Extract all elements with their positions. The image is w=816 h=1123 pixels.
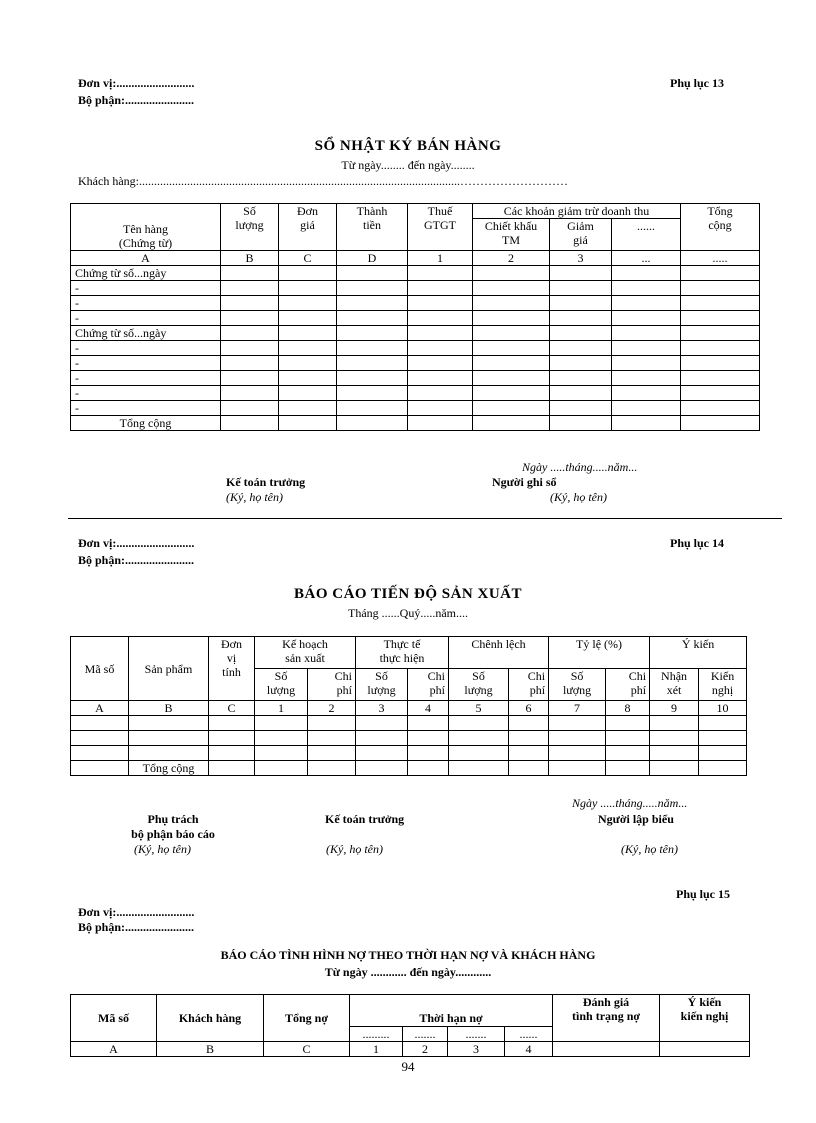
p15-code: 2	[403, 1042, 448, 1057]
table-row	[71, 341, 760, 356]
p14-h-plan: Kế hoạch sản xuất	[255, 637, 356, 669]
p14-dept: Bộ phận:.......................	[78, 553, 195, 567]
p13-period: Từ ngày........ đến ngày........	[341, 158, 475, 172]
p14-h-qty: Số lượng	[356, 669, 408, 701]
p15-appendix: Phụ lục 15	[676, 887, 731, 901]
p15-code: A	[71, 1042, 157, 1057]
p15-code: C	[264, 1042, 350, 1057]
p15-code	[660, 1042, 750, 1057]
p15-h-opinion: Ý kiến kiến nghị	[660, 995, 750, 1042]
p13-unit: Đơn vị:..........................	[78, 76, 195, 90]
p15-code: 1	[350, 1042, 403, 1057]
p13-appendix: Phụ lục 13	[670, 76, 725, 90]
p15-period: Từ ngày ............ đến ngày............	[324, 965, 492, 979]
p15-table	[70, 994, 750, 1057]
p13-dept: Bộ phận:.......................	[78, 93, 195, 107]
p14-h-qty: Số lượng	[449, 669, 509, 701]
p13-row-label: -	[71, 356, 221, 371]
p15-h-term: Thời hạn nợ	[350, 995, 553, 1027]
p14-code: B	[129, 701, 209, 716]
table-row	[71, 311, 760, 326]
page-number: 94	[401, 1059, 415, 1074]
p14-code: 10	[699, 701, 747, 716]
p15-h-rating: Đánh giá tình trạng nợ	[553, 995, 660, 1042]
p13-h-amount: Thành tiền	[337, 204, 408, 251]
p14-period: Tháng ......Quý.....năm....	[348, 606, 468, 620]
p14-code: 3	[356, 701, 408, 716]
p13-row-label: -	[71, 386, 221, 401]
p14-unit: Đơn vị:..........................	[78, 536, 195, 550]
p13-h-qty: Số lượng	[221, 204, 279, 251]
p13-sig2-note: (Ký, họ tên)	[550, 490, 607, 504]
p15-h-code: Mã số	[71, 995, 157, 1042]
p15-h-customer: Khách hàng	[157, 995, 264, 1042]
p13-code: 3	[550, 251, 612, 266]
p13-h-deductions: Các khoản giảm trừ doanh thu	[473, 204, 681, 219]
p14-table	[70, 636, 747, 776]
p13-row-label: -	[71, 311, 221, 326]
p14-code: 1	[255, 701, 308, 716]
p13-sig1-title: Kế toán trưởng	[226, 475, 306, 489]
p13-h-other: ......	[612, 219, 681, 251]
p14-h-product: Sản phẩm	[129, 637, 209, 701]
table-row	[71, 371, 760, 386]
p15-code: 3	[448, 1042, 505, 1057]
p14-sig1-note: (Ký, họ tên)	[134, 842, 191, 856]
table-row	[71, 296, 760, 311]
p13-h-vat: Thuế GTGT	[408, 204, 473, 251]
p14-date: Ngày .....tháng.....năm...	[572, 796, 688, 810]
p13-code: A	[71, 251, 221, 266]
p13-sig2-title: Người ghi sổ	[492, 475, 557, 489]
p14-code: 7	[549, 701, 606, 716]
p13-code: B	[221, 251, 279, 266]
p14-h-remark: Nhận xét	[650, 669, 699, 701]
p13-row-label: -	[71, 296, 221, 311]
p15-unit: Đơn vị:..........................	[78, 905, 195, 919]
p14-sig2-note: (Ký, họ tên)	[326, 842, 383, 856]
p14-code: C	[209, 701, 255, 716]
total-row	[71, 761, 747, 776]
p13-h-discount: Chiết khấu TM	[473, 219, 550, 251]
p15-code: B	[157, 1042, 264, 1057]
p15-term-col: .........	[350, 1027, 403, 1042]
table-row	[71, 401, 760, 416]
p13-table	[70, 203, 760, 431]
total-row	[71, 416, 760, 431]
p15-term-col: .......	[403, 1027, 448, 1042]
p14-h-cost: Chi phí	[308, 669, 356, 701]
p14-title: BÁO CÁO TIẾN ĐỘ SẢN XUẤT	[293, 586, 522, 602]
p13-code: C	[279, 251, 337, 266]
p13-date: Ngày .....tháng.....năm...	[522, 460, 638, 474]
p14-code: 8	[606, 701, 650, 716]
table-row	[71, 326, 760, 341]
table-row	[71, 356, 760, 371]
p15-title: BÁO CÁO TÌNH HÌNH NỢ THEO THỜI HẠN NỢ VÀ KHÁCH HÀNG	[220, 948, 596, 962]
p14-h-actual: Thực tế thực hiện	[356, 637, 449, 669]
p13-row-label: -	[71, 341, 221, 356]
p13-code: 2	[473, 251, 550, 266]
p14-h-cost: Chi phí	[408, 669, 449, 701]
p14-code: 2	[308, 701, 356, 716]
p15-term-col: .......	[448, 1027, 505, 1042]
p13-h-reduction: Giảm giá	[550, 219, 612, 251]
p14-sig3-title: Người lập biểu	[598, 812, 674, 826]
section-divider	[68, 518, 782, 519]
p14-h-ratio: Tỷ lệ (%)	[549, 637, 650, 669]
p13-row-label: Chứng từ số...ngày	[71, 266, 221, 281]
p15-term-col: ......	[505, 1027, 553, 1042]
p14-sig1-title: Phụ trách bộ phận báo cáo	[131, 812, 215, 841]
p15-dept: Bộ phận:.......................	[78, 920, 195, 934]
p15-h-total-debt: Tổng nợ	[264, 995, 350, 1042]
table-row	[71, 716, 747, 731]
p13-code: D	[337, 251, 408, 266]
p13-code: ...	[612, 251, 681, 266]
p13-sig1-note: (Ký, họ tên)	[226, 490, 283, 504]
p13-total-label: Tổng cộng	[71, 416, 221, 431]
table-row	[71, 386, 760, 401]
p14-sig2-title: Kế toán trưởng	[325, 812, 405, 826]
p14-code: 4	[408, 701, 449, 716]
p13-row-label: -	[71, 401, 221, 416]
p13-h-name: Tên hàng (Chứng từ)	[71, 204, 221, 251]
p14-code: 6	[509, 701, 549, 716]
p13-h-total: Tổng cộng	[681, 204, 760, 251]
p14-code: 5	[449, 701, 509, 716]
p14-appendix: Phụ lục 14	[670, 536, 725, 550]
p14-h-qty: Số lượng	[255, 669, 308, 701]
p13-code: .....	[681, 251, 760, 266]
p13-code: 1	[408, 251, 473, 266]
p15-code: 4	[505, 1042, 553, 1057]
p14-h-qty: Số lượng	[549, 669, 606, 701]
table-row	[71, 281, 760, 296]
p14-h-diff: Chênh lệch	[449, 637, 549, 669]
p14-total-label: Tổng cộng	[129, 761, 209, 776]
p13-title: SỔ NHẬT KÝ BÁN HÀNG	[314, 138, 502, 154]
p14-code: A	[71, 701, 129, 716]
p14-sig3-note: (Ký, họ tên)	[621, 842, 678, 856]
p14-h-code: Mã số	[71, 637, 129, 701]
p13-h-price: Đơn giá	[279, 204, 337, 251]
p14-h-cost: Chi phí	[509, 669, 549, 701]
table-row	[71, 731, 747, 746]
p13-customer: Khách hàng:...........................................................................................................………………………	[78, 174, 568, 188]
p14-h-unit: Đơn vị tính	[209, 637, 255, 701]
p13-row-label: -	[71, 281, 221, 296]
p14-h-recommend: Kiến nghị	[699, 669, 747, 701]
p13-row-label: -	[71, 371, 221, 386]
p14-code: 9	[650, 701, 699, 716]
table-row	[71, 266, 760, 281]
p13-row-label: Chứng từ số...ngày	[71, 326, 221, 341]
table-row	[71, 746, 747, 761]
p14-h-opinion: Ý kiến	[650, 637, 747, 669]
p15-code	[553, 1042, 660, 1057]
p14-h-cost: Chi phí	[606, 669, 650, 701]
